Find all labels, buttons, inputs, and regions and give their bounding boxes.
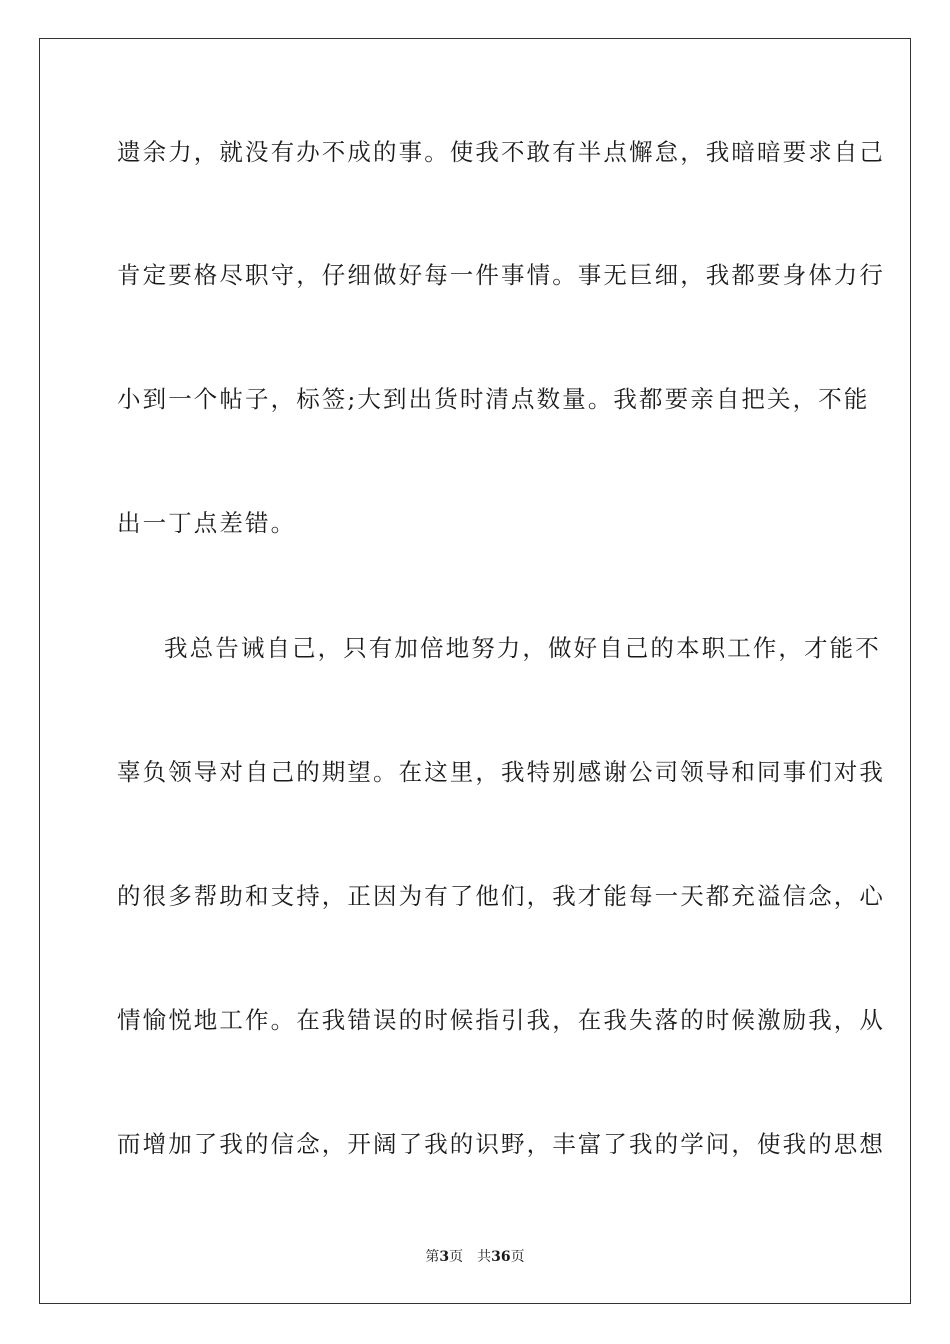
body-text-line-9: 而增加了我的信念，开阔了我的识野，丰富了我的学问，使我的思想 <box>117 1130 885 1158</box>
body-text-line-7: 的很多帮助和支持，正因为有了他们，我才能每一天都充溢信念，心 <box>117 882 885 910</box>
total-prefix: 共 <box>477 1249 492 1265</box>
page-border <box>39 38 911 1304</box>
body-text-line-6: 辜负领导对自己的期望。在这里，我特别感谢公司领导和同事们对我 <box>117 758 885 786</box>
body-text-line-2: 肯定要格尽职守，仔细做好每一件事情。事无巨细，我都要身体力行 <box>117 261 885 289</box>
paragraph-start-line: 我总告诫自己，只有加倍地努力，做好自己的本职工作，才能不 <box>164 634 881 662</box>
body-text-line-8: 情愉悦地工作。在我错误的时候指引我，在我失落的时候激励我，从 <box>117 1006 885 1034</box>
body-text-line-1: 遗余力，就没有办不成的事。使我不敢有半点懈怠，我暗暗要求自己 <box>117 138 885 166</box>
body-text-line-4: 出一丁点差错。 <box>117 509 297 537</box>
total-suffix: 页 <box>510 1249 525 1265</box>
page-prefix: 第 <box>425 1249 440 1265</box>
body-text-line-3: 小到一个帖子，标签;大到出货时清点数量。我都要亲自把关，不能 <box>117 385 870 413</box>
page-suffix: 页 <box>449 1249 464 1265</box>
page-footer <box>0 1247 950 1267</box>
page-number: 3 <box>439 1249 450 1265</box>
total-pages: 36 <box>491 1249 511 1265</box>
